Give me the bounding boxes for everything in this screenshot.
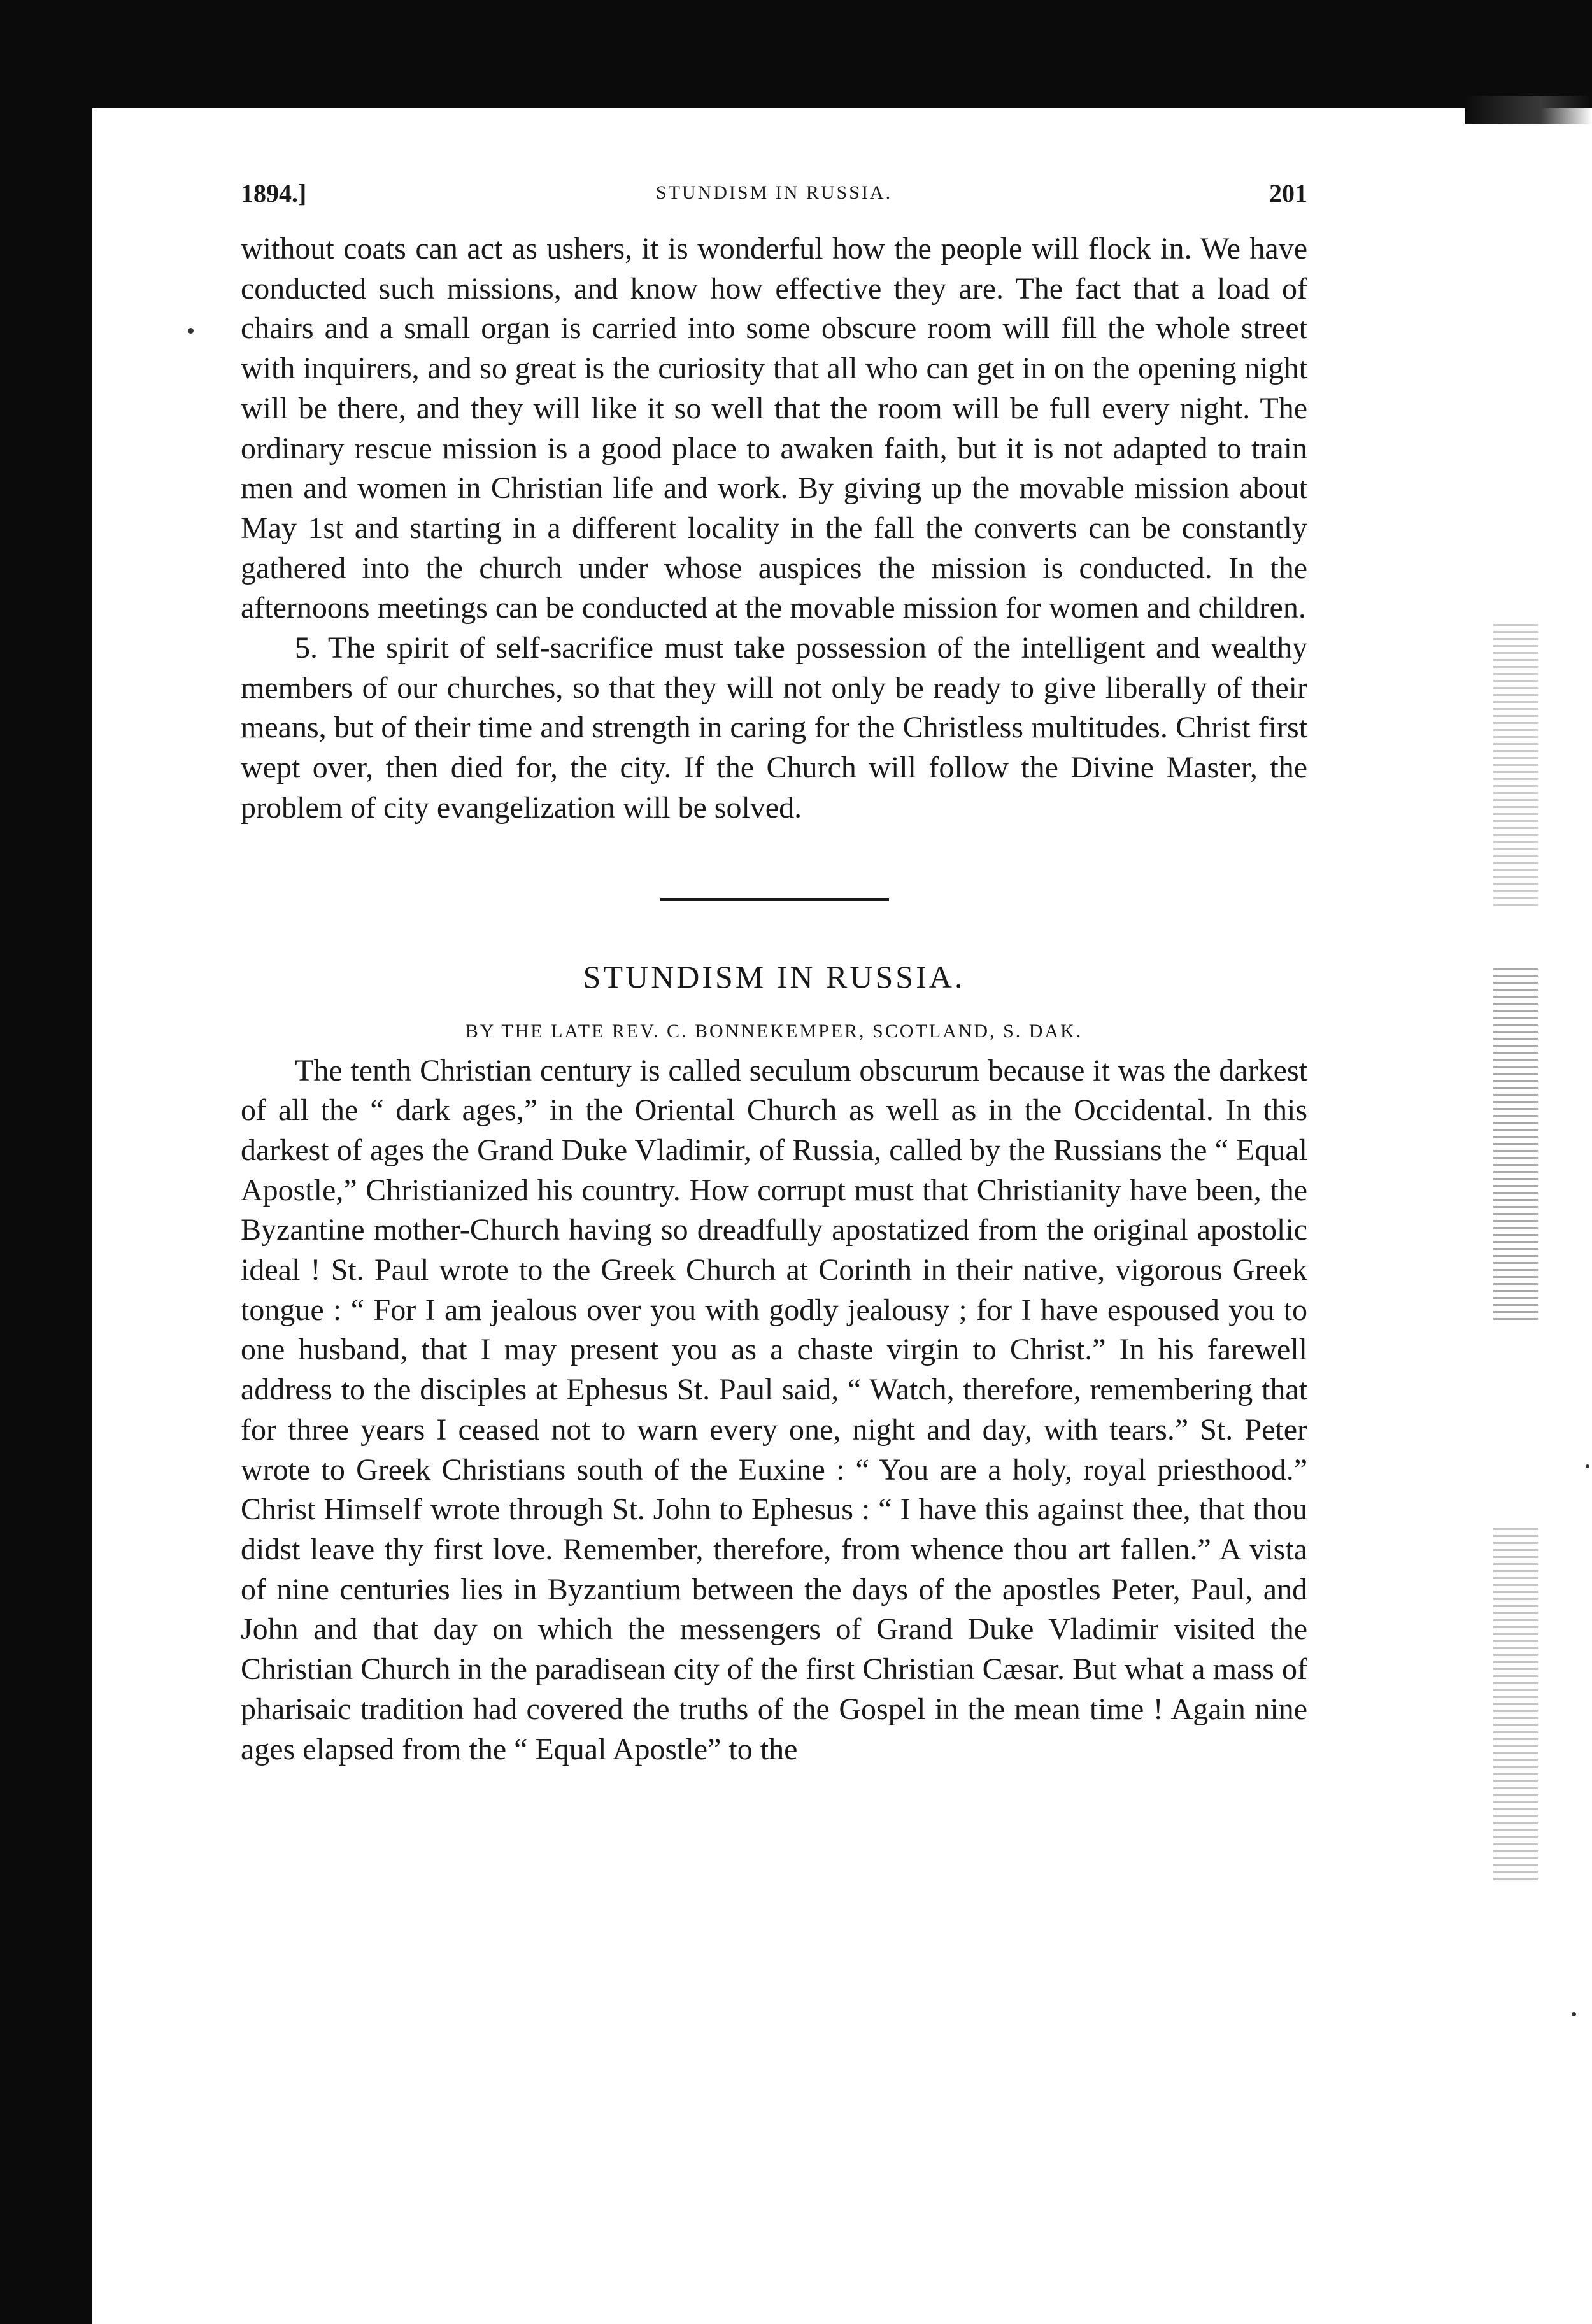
- scan-top-border: [0, 0, 1592, 108]
- continued-paragraph: without coats can act as ushers, it is wonderful how the people will flock in. We have conducted such missions, and know how effective they are. The fact that a load of chairs and a small organ is carried into some obscure room will fill the whole street with inquirers, and so great is the curiosity that all who can get in on the opening night will be there, and they will like it so well that the room will be full every night. The ordinary rescue mission is a good place to awaken faith, but it is not adapted to train men and women in Christian life and work. By giving up the movable mission about May 1st and starting in a different locality in the fall the converts can be constantly gathered into the church under whose auspices the mission is conducted. In the afternoons meetings can be conducted at the movable mission for women and children.: [241, 232, 1307, 625]
- scan-speck: [1586, 1464, 1589, 1468]
- journal-page: [241, 178, 1307, 1769]
- running-head-year: 1894.]: [241, 179, 307, 208]
- numbered-paragraph: 5. The spirit of self-sacrifice must take possession of the intelligent and wealthy members of our churches, so that they will not only be ready to give liberally of their means, but of their time and strength in caring for the Christless multitudes. Christ first wept over, then died for, the city. If the Church will follow the Divine Master, the problem of city evangelization will be solved.: [241, 631, 1307, 825]
- article-title: STUNDISM IN RUSSIA.: [583, 958, 965, 995]
- scan-speck: [1572, 2012, 1576, 2016]
- article-byline: BY THE LATE REV. C. BONNEKEMPER, SCOTLAND, S. DAK.: [465, 1020, 1083, 1042]
- bleed-through-marks: [1493, 968, 1538, 1324]
- scan-top-border-edge: [1465, 96, 1592, 124]
- scan-speck: [188, 328, 194, 334]
- bleed-through-marks: [1493, 624, 1538, 910]
- running-head-title: STUNDISM IN RUSSIA.: [655, 182, 893, 203]
- page-number: 201: [1269, 179, 1307, 208]
- article-paragraph: The tenth Christian century is called seculum obscurum because it was the darkest of all the “ dark ages,” in the Oriental Church as well as in the Occidental. In this darkest of ages the Grand Duke Vladimir, of Russia, called by the Russians the “ Equal Apostle,” Christianized his country. How corrupt must that Christianity have been, the Byzantine mother-Church having so dreadfully apostatized from the original apostolic ideal ! St. Paul wrote to the Greek Church at Corinth in their native, vigorous Greek tongue : “ For I am jealous over you with godly jealousy ; for I have espoused you to one husband, that I may present you as a chaste virgin to Christ.” In his farewell address to the disciples at Ephesus St. Paul said, “ Watch, therefore, remembering that for three years I ceased not to warn every one, night and day, with tears.” St. Peter wrote to Greek Christians south of the Euxine : “ You are a holy, royal priesthood.” Christ Himself wrote through St. John to Ephesus : “ I have this against thee, that thou didst leave thy first love. Remember, therefore, from whence thou art fallen.” A vista of nine centuries lies in Byzantium between the days of the apostles Peter, Paul, and John and that day on which the messengers of Grand Duke Vladimir visited the Christian Church in the paradisean city of the first Christian Cæsar. But what a mass of pharisaic tradition had covered the truths of the Gospel in the mean time ! Again nine ages elapsed from the “ Equal Apostle” to the: [241, 1053, 1307, 1766]
- running-head: [241, 178, 1307, 229]
- bleed-through-marks: [1493, 1528, 1538, 1885]
- section-divider: [660, 898, 889, 901]
- scan-binding-edge: [0, 0, 92, 2324]
